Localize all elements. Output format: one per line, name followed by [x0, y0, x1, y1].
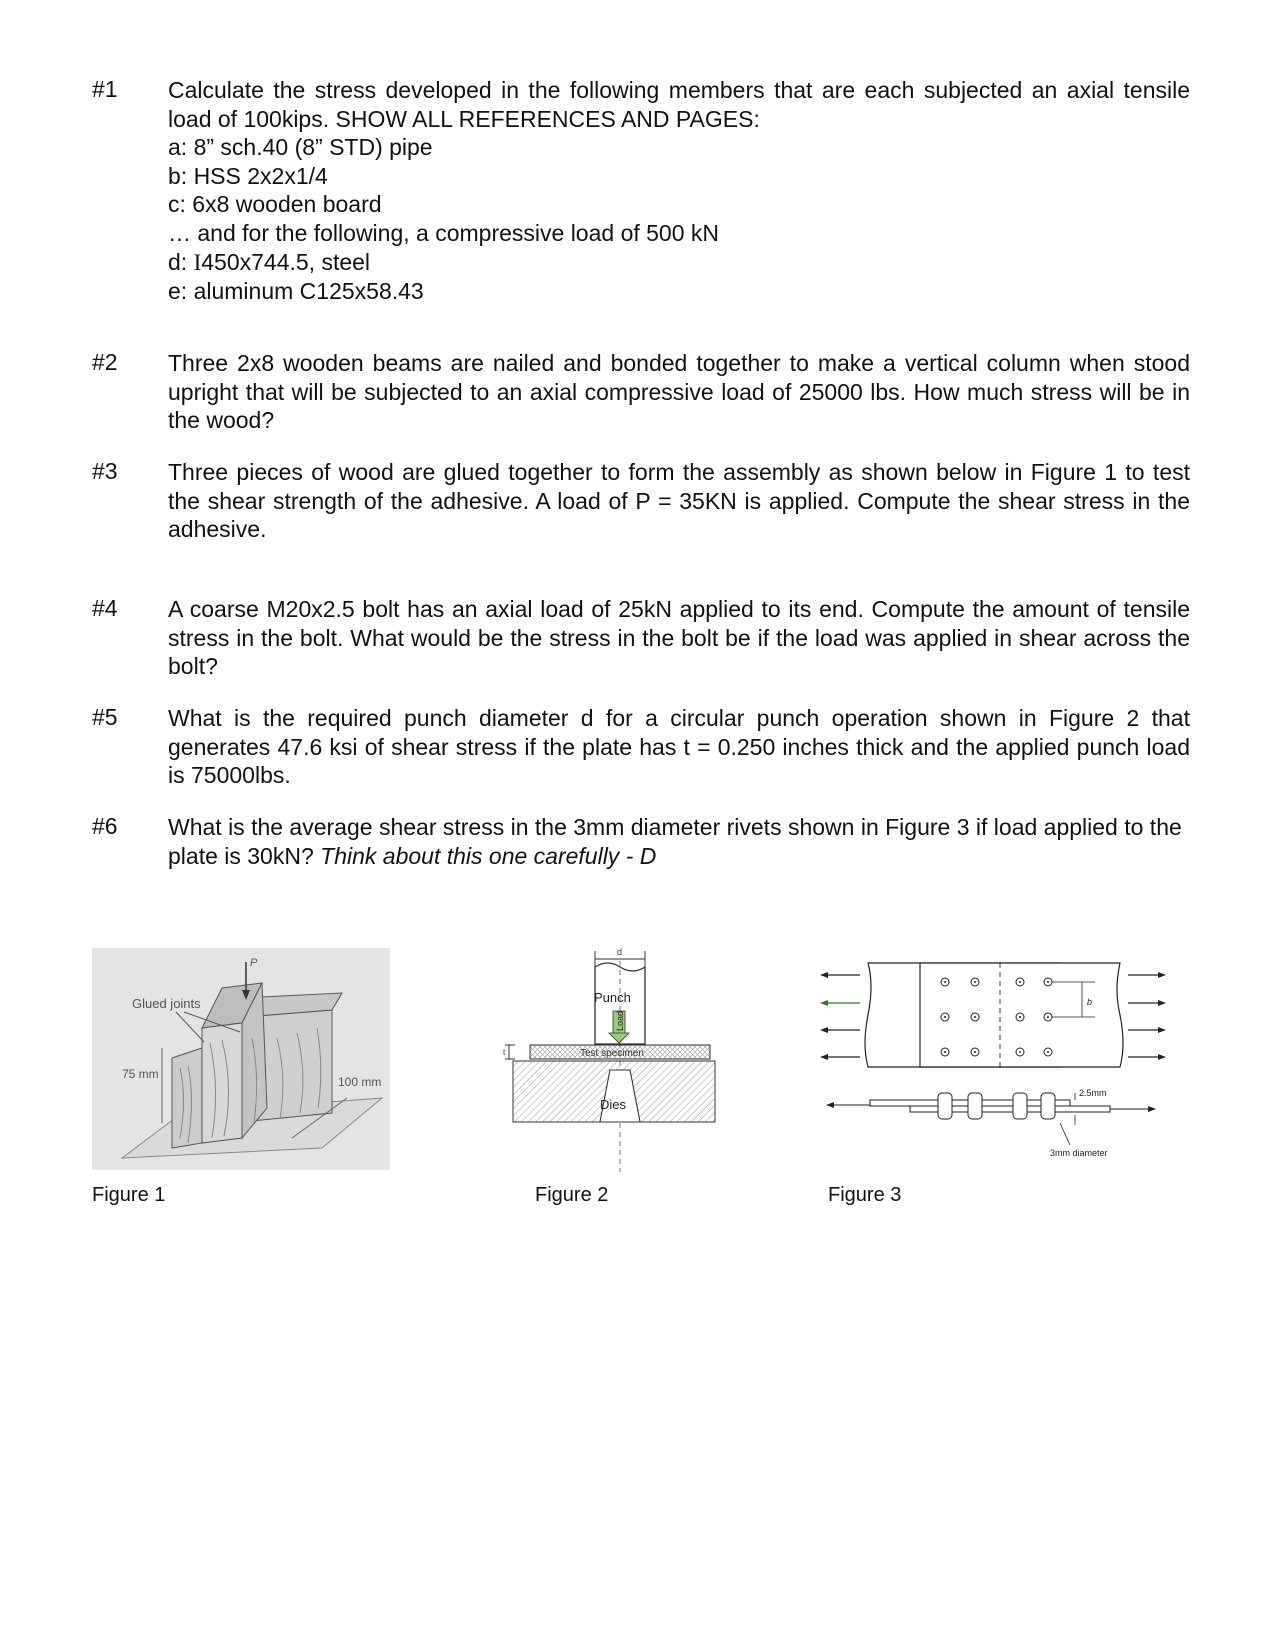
dim-100mm-label: 100 mm: [338, 1075, 382, 1089]
punch-diagram: [505, 947, 750, 1172]
problem-number: #1: [92, 76, 118, 102]
problem-text: A coarse M20x2.5 bolt has an axial load of 25kN applied to its end. Compute the amount of tensile stress in the bolt. What would be the stress in the bolt be if the load was applied in shear across the bolt?: [168, 596, 1190, 680]
dim-t-label: t: [503, 1048, 506, 1057]
dim-d-label: d: [617, 947, 623, 957]
glued-joints-label: Glued joints: [132, 996, 201, 1011]
problem-text: [168, 76, 1190, 306]
dim-75mm-label: 75 mm: [122, 1067, 159, 1081]
figure-1-caption: Figure 1: [92, 1184, 166, 1206]
problem-text: What is the required punch diameter d for a circular punch operation shown in Figure 2 that generates 47.6 ksi of shear stress if the plate has t = 0.250 inches thick and the applied punch load is 75000lbs.: [168, 705, 1190, 789]
problem-5: [92, 704, 1190, 790]
plate-thickness-label: 2.5mm: [1079, 1088, 1107, 1098]
problem-3: [92, 458, 1190, 544]
rivet-joint-diagram: [820, 955, 1170, 1175]
problem-4: [92, 595, 1190, 681]
figure-2-image: [505, 947, 750, 1172]
problem-text: Three pieces of wood are glued together to form the assembly as shown below in Figure 1 to test the shear strength of the adhesive. A load of P = 35KN is applied. Compute the shear stress in the adhesive.: [168, 459, 1190, 543]
problem-text: [168, 813, 1190, 870]
test-specimen-label: Test specimen: [580, 1048, 644, 1059]
problem-item: b: HSS 2x2x1/4: [168, 162, 328, 189]
problem-item: … and for the following, a compressive load of 500 kN: [168, 219, 720, 246]
problem-1: [92, 76, 1190, 306]
problem-6: [92, 813, 1190, 870]
problem-number: #3: [92, 458, 118, 484]
problem-number: #4: [92, 595, 118, 621]
rivet-diameter-label: 3mm diameter: [1050, 1148, 1108, 1158]
load-label: Load: [615, 1010, 625, 1031]
problem-number: #6: [92, 813, 118, 839]
figure-3-caption: Figure 3: [828, 1184, 902, 1206]
problem-number: #5: [92, 704, 118, 730]
dim-b-label: b: [1087, 997, 1093, 1007]
problem-number: #2: [92, 349, 118, 375]
problem-statement: What is the average shear stress in the 3mm diameter rivets shown in Figure 3 if load applied to the plate is 30kN?: [168, 814, 1182, 869]
problem-item: c: 6x8 wooden board: [168, 191, 382, 218]
problem-text: Three 2x8 wooden beams are nailed and bonded together to make a vertical column when stood upright that will be subjected to an axial compressive load of 25000 lbs. How much stress will be in the wood?: [168, 350, 1190, 434]
glued-joint-diagram: [92, 948, 390, 1170]
figure-3-image: [820, 955, 1170, 1175]
problem-item: d: I450x744.5, steel: [168, 248, 371, 275]
problem-note: Think about this one carefully - D: [320, 842, 657, 869]
problem-item: a: 8” sch.40 (8” STD) pipe: [168, 134, 433, 161]
item-prefix: d:: [168, 248, 194, 275]
figure-2-caption: Figure 2: [535, 1184, 609, 1206]
problem-2: [92, 349, 1190, 435]
punch-label: Punch: [594, 990, 631, 1005]
dies-label: Dies: [600, 1097, 627, 1112]
problem-statement: Calculate the stress developed in the following members that are each subjected an axial tensile load of 100kips. SHOW ALL REFERENCES AND PAGES:: [168, 77, 1190, 132]
figure-1-image: [92, 948, 390, 1170]
problem-item: e: aluminum C125x58.43: [168, 278, 424, 305]
load-p-label: P: [250, 957, 258, 969]
